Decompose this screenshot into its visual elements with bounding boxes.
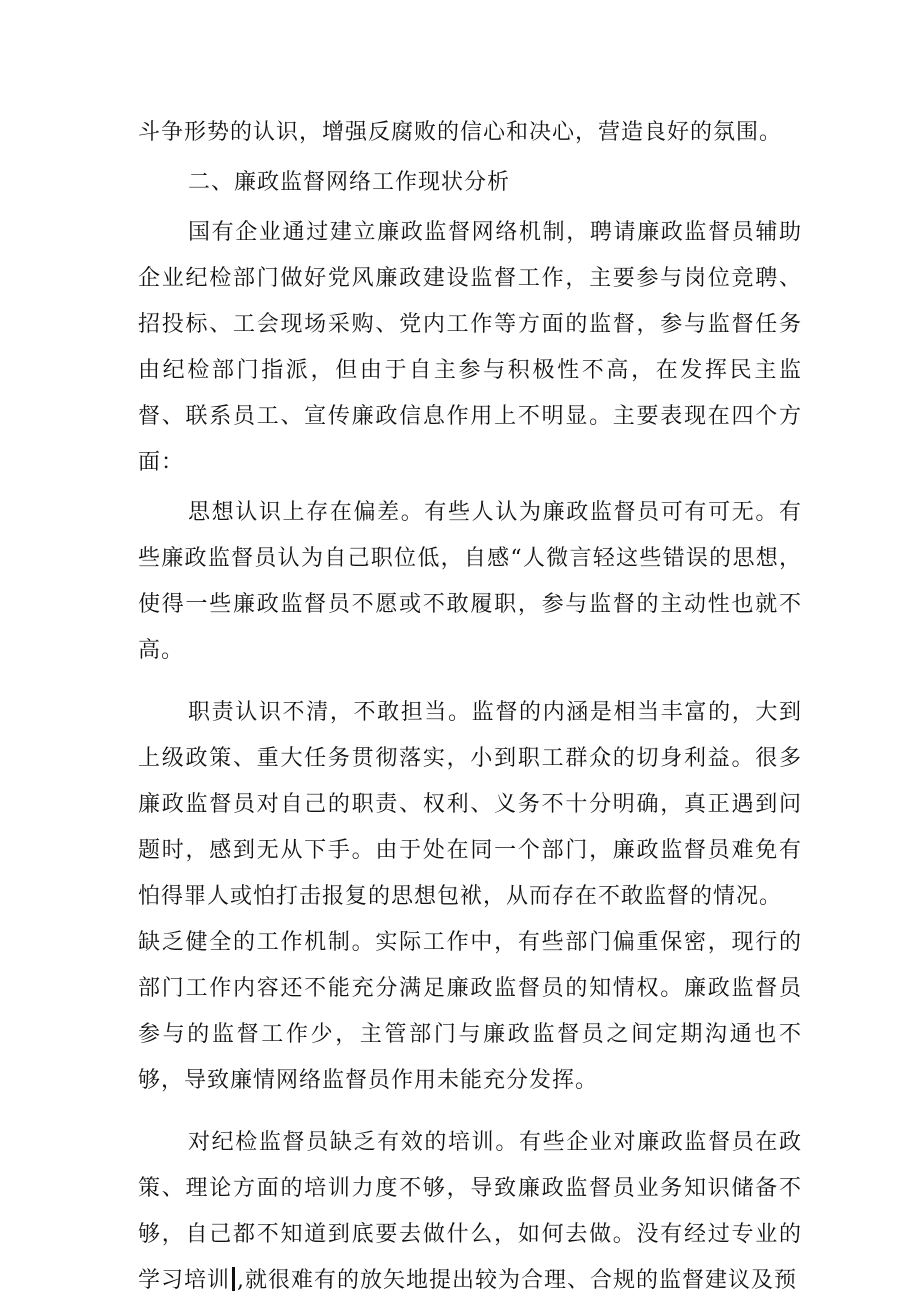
paragraph-thinking-bias: 思想认识上存在偏差。有些人认为廉政监督员可有可无。有些廉政监督员认为自己职位低，自感“人微言轻这些错误的思想，使得一些廉政监督员不愿或不敢履职，参与监督的主动性也就不高。 [138,500,802,663]
paragraph-training [138,1120,802,1304]
document-body [138,110,802,1304]
paragraph-mechanism: 缺乏健全的工作机制。实际工作中，有些部门偏重保密，现行的部门工作内容还不能充分满足廉政监督员的知情权。廉政监督员参与的监督工作少，主管部门与廉政监督员之间定期沟通也不够，导致廉情网络监督员作用未能充分发挥。 [138,930,802,1093]
text-cursor-mark [232,1267,235,1291]
training-text-part1: 对纪检监督员缺乏有效的培训。有些企业对廉政监督员在政策、理论方面的培训力度不够，导致廉政监督员业务知识储备不够，自己都不知道到底要去做什么，如何去做。没有经过专业的学习培训 [138,1130,802,1293]
paragraph-overview: 国有企业通过建立廉政监督网络机制，聘请廉政监督员辅助企业纪检部门做好党风廉政建设监督工作，主要参与岗位竞聘、招投标、工会现场采购、党内工作等方面的监督，参与监督任务由纪检部门指派，但由于自主参与积极性不高，在发挥民主监督、联系员工、宣传廉政信息作用上不明显。主要表现在四个方面： [138,220,802,475]
paragraph-continuation: 斗争形势的认识，增强反腐败的信心和决心，营造良好的氛围。 [138,120,783,145]
training-text-part2: ,就很难有的放矢地提出较为合理、合规的监督建议及预 [237,1268,798,1293]
paragraph-responsibility: 职责认识不清，不敢担当。监督的内涵是相当丰富的，大到上级政策、重大任务贯彻落实，小到职工群众的切身利益。很多廉政监督员对自己的职责、权利、义务不十分明确，真正遇到问题时，感到无从下手。由于处在同一个部门，廉政监督员难免有怕得罪人或怕打击报复的思想包袱，从而存在不敢监督的情况。 [138,700,802,909]
section-heading: 二、廉政监督网络工作现状分析 [188,170,511,195]
